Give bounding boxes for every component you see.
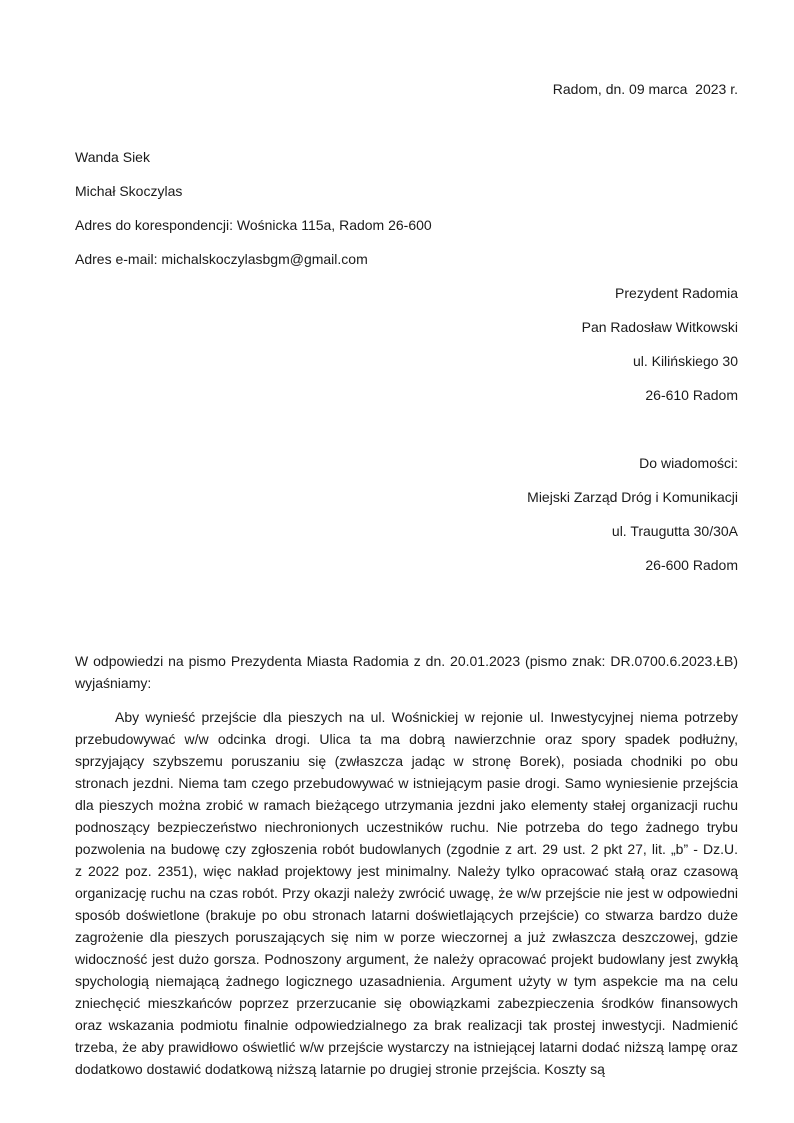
recipient-block [75,276,738,412]
sender-email: Adres e-mail: michalskoczylasbgm@gmail.com [75,251,368,267]
recipient-street: ul. Kilińskiego 30 [632,353,738,369]
sender-name-1: Wanda Siek [75,149,150,165]
cc-block [75,446,738,582]
sender-name-2: Michał Skoczylas [75,183,183,199]
date-line: Radom, dn. 09 marca 2023 r. [552,81,738,97]
cc-organization: Miejski Zarząd Dróg i Komunikacji [527,489,738,505]
cc-city: 26-600 Radom [645,557,738,573]
cc-street: ul. Traugutta 30/30A [611,523,738,539]
sender-address: Adres do korespondencji: Wośnicka 115a, Radom 26-600 [75,217,432,233]
recipient-name: Pan Radosław Witkowski [581,319,738,335]
letter-body [75,650,738,1080]
recipient-city: 26-610 Radom [645,387,738,403]
cc-header: Do wiadomości: [639,455,738,471]
main-paragraph: Aby wynieść przejście dla pieszych na ul. Wośnickiej w rejonie ul. Inwestycyjnej niema potrzeby przebudowywać w/w odcinka drogi. Ulica ta ma dobrą nawierzchnie oraz spory spadek podłużny, sprzyjający szybszemu poruszaniu się (zwłaszcza jadąc w stronę Borek), posiada chodniki po obu stronach jezdni. Niema tam czego przebudowywać w istniejącym pasie drogi. Samo wyniesienie przejścia dla pieszych można zrobić w ramach bieżącego utrzymania jezdni jako elementy stałej organizacji ruchu podnoszący bezpieczeństwo niechronionych uczestników ruchu. Nie potrzeba do tego żadnego trybu pozwolenia na budowę czy zgłoszenia robót budowlanych (zgodnie z art. 29 ust. 2 pkt 27, lit. „b” - Dz.U. z 2022 poz. 2351), więc nakład projektowy jest minimalny. Należy tylko opracować stałą oraz czasową organizację ruchu na czas robót. Przy okazji należy zwrócić uwagę, że w/w przejście nie jest w odpowiedni sposób doświetlone (brakuje po obu stronach latarni doświetlających przejście) co stwarza bardzo duże zagrożenie dla pieszych poruszających się nim w porze wieczornej a już zwłaszcza deszczowej, gdzie widoczność jest dużo gorsza. Podnoszony argument, że należy opracować projekt budowlany jest zwykłą spychologią niemającą żadnego logicznego uzasadnienia. Argument użyty w tym aspekcie ma na celu zniechęcić mieszkańców poprzez przerzucanie się obowiązkami zabezpieczenia środków finansowych oraz wskazania podmiotu finalnie odpowiedzialnego za brak realizacji tak prostej inwestycji. Nadmienić trzeba, że aby prawidłowo oświetlić w/w przejście wystarczy na istniejącej latarni dodać niższą lampę oraz dodatkowo dostawić dodatkową niższą latarnie po drugiej stronie przejścia. Koszty są [75,709,738,1077]
intro-paragraph: W odpowiedzi na pismo Prezydenta Miasta Radomia z dn. 20.01.2023 (pismo znak: DR.0700.6.2023.ŁB) wyjaśniamy: [75,653,738,691]
recipient-title: Prezydent Radomia [615,285,738,301]
sender-block [75,140,738,276]
